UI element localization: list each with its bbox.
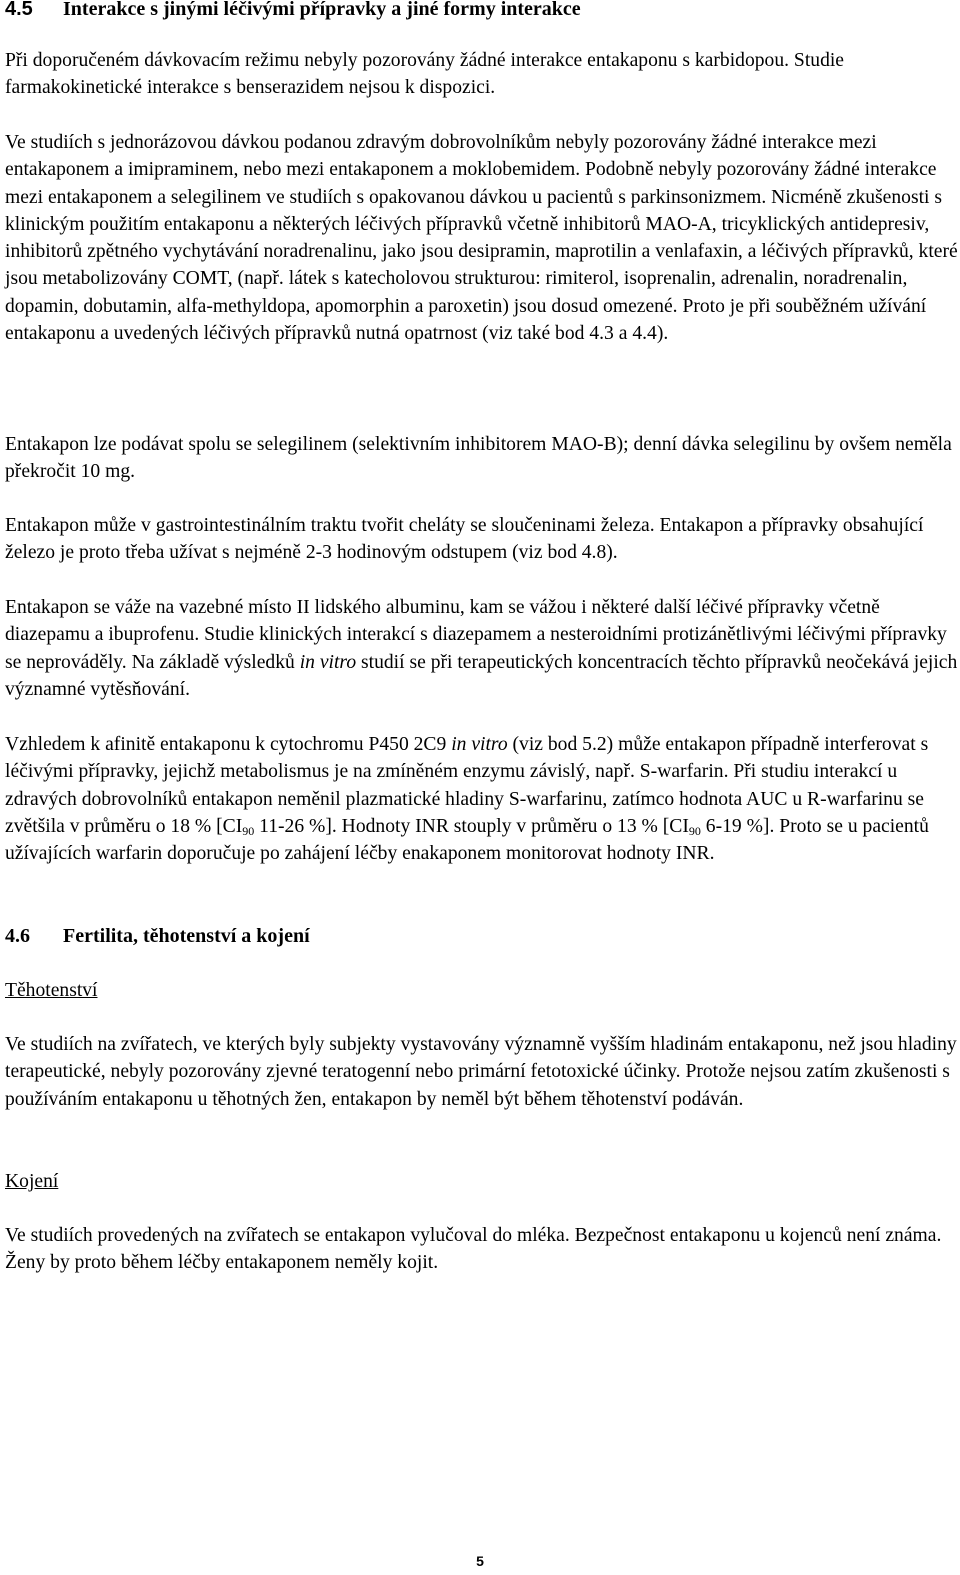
page-number: 5 (476, 1553, 484, 1569)
paragraph-cyp2c9: Vzhledem k afinitě entakaponu k cytochromu P450 2C9 in vitro (viz bod 5.2) může entakapon případně interferovat s léčivými přípravky, jejichž metabolismus je na zmíněném enzymu závislý, např. S-warfarin. Při studiu interakcí u zdravých dobrovolníků entakapon neměnil plazmatické hladiny S-warfarinu, zatímco hodnota AUC u R-warfarinu se zvětšila v průměru o 18 % [$CI_{90}$ 11-26 %]. Hodnoty INR stouply v průměru o 13 % [$CI_{90}$ 6-19 %]. Proto se u pacientů užívajících warfarin doporučuje po zahájení léčby enakaponem monitorovat hodnoty INR. (5, 734, 929, 865)
subheading-pregnancy: Těhotenství (5, 980, 98, 1001)
section-title: Fertilita, těhotenství a kojení (63, 925, 310, 947)
section-heading-4-6 (5, 923, 310, 950)
paragraph-iron-chelates: Entakapon může v gastrointestinálním traktu tvořit cheláty se sloučeninami železa. Entakapon a přípravky obsahující železo je proto třeba užívat s nejméně 2-3 hodinovým odstupem (viz bod 4.8). (5, 515, 924, 564)
paragraph-pregnancy: Ve studiích na zvířatech, ve kterých byly subjekty vystavovány významně vyšším hladinám entakaponu, než jsou hladiny terapeutické, nebyly pozorovány zjevné teratogenní nebo primární fetotoxické účinky. Protože nejsou zatím zkušenosti s používáním entakaponu u těhotných žen, entakapon by neměl být během těhotenství podáván. (5, 1034, 957, 1110)
section-number: 4.6 (5, 925, 30, 947)
paragraph-single-dose-studies: Ve studiích s jednorázovou dávkou podanou zdravým dobrovolníkům nebyly pozorovány žádné interakce mezi entakaponem a imipraminem, nebo mezi entakaponem a moklobemidem. Podobně nebyly pozorovány žádné interakce mezi entakaponem a selegilinem ve studiích s opakovanou dávkou u pacientů s parkinsonizmem. Nicméně zkušenosti s klinickým použitím entakaponu a některých léčivých přípravků včetně inhibitorů MAO-A, tricyklických antidepresiv, inhibitorů zpětného vychytávání noradrenalinu, jako jsou desipramin, maprotilin a venlafaxin, a léčivých přípravků, které jsou metabolizovány COMT, (např. látek s katecholovou strukturou: rimiterol, isoprenalin, adrenalin, noradrenalin, dopamin, dobutamin, alfa-methyldopa, apomorphin a paroxetin) jsou dosud omezené. Proto je při souběžném užívání entakaponu a uvedených léčivých přípravků nutná opatrnost (viz také bod 4.3 a 4.4). (5, 132, 958, 345)
section-title: Interakce s jinými léčivými přípravky a jiné formy interakce (63, 0, 581, 20)
paragraph-selegiline: Entakapon lze podávat spolu se selegilinem (selektivním inhibitorem MAO-B); denní dávka selegilinu by ovšem neměla překročit 10 mg. (5, 434, 952, 483)
paragraph-karbidopa: Při doporučeném dávkovacím režimu nebyly pozorovány žádné interakce entakaponu s karbidopou. Studie farmakokinetické interakce s benserazidem nejsou k dispozici. (5, 50, 845, 99)
paragraph-breastfeeding: Ve studiích provedených na zvířatech se entakapon vylučoval do mléka. Bezpečnost entakaponu u kojenců není známa. Ženy by proto během léčby entakaponem neměly kojit. (5, 1225, 942, 1274)
paragraph-albumin-binding: Entakapon se váže na vazebné místo II lidského albuminu, kam se vážou i některé další léčivé přípravky včetně diazepamu a ibuprofenu. Studie klinických interakcí s diazepamem a nesteroidními protizánětlivými léčivými přípravky se neprováděly. Na základě výsledků in vitro studií se při terapeutických koncentracích těchto přípravků neočekává jejich významné vytěsňování. (5, 597, 958, 700)
subheading-breastfeeding: Kojení (5, 1171, 59, 1192)
section-number: 4.5 (5, 0, 33, 20)
section-heading-4-5 (5, 0, 581, 23)
